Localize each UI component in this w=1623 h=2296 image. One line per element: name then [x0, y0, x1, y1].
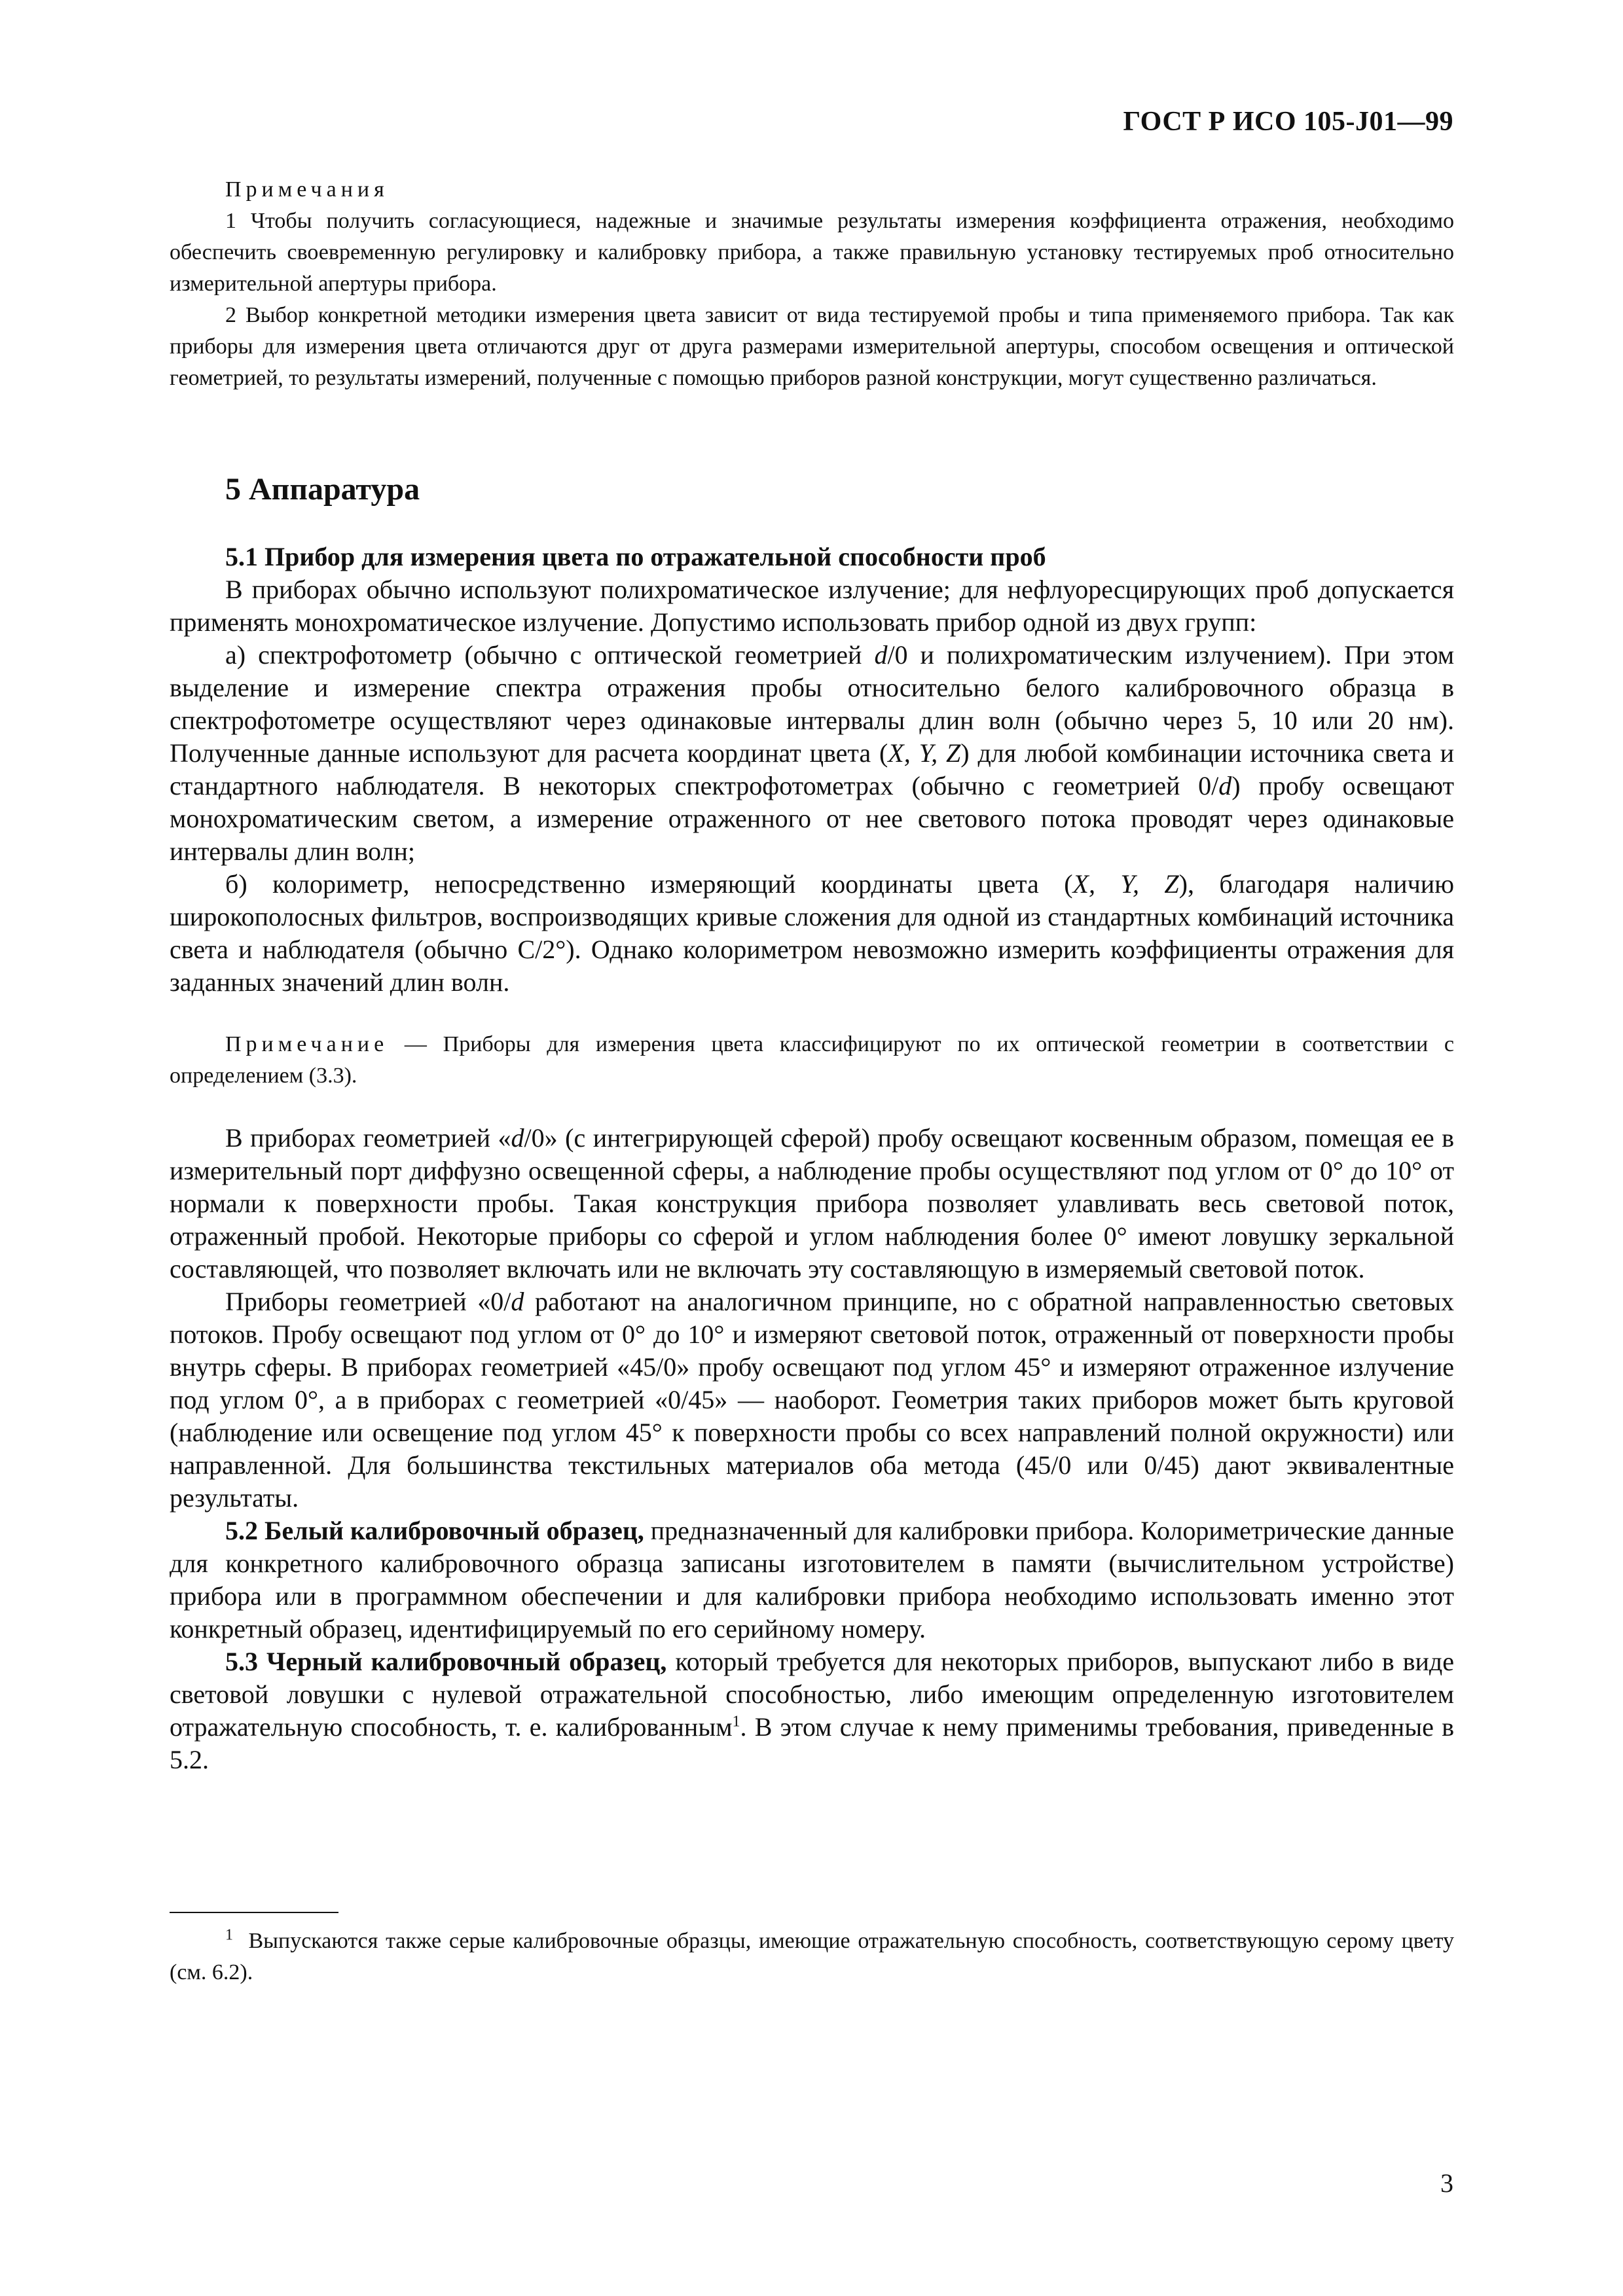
- notes-title: Примечания: [225, 177, 389, 202]
- page-number: 3: [1440, 2168, 1453, 2198]
- subsection-5-3: 5.3 Черный калибровочный образец, который требуется для некоторых приборов, выпускают либо в виде световой ловушки с нулевой отражательной способностью, либо имеющим определенную изготовителем отражательную способность, т. е. калиброванным$^1$. В этом случае к нему применимы требования, приведенные в 5.2.: [170, 1647, 1454, 1774]
- subsection-5-3-heading: 5.3 Черный калибровочный образец,: [225, 1647, 667, 1676]
- item-a-spectrophotometer: а) спектрофотометр (обычно с оптической геометрией d/0 и полихроматическим излучением). При этом выделение и измерение спектра отражения пробы относительно белого калибровочного образца в спектрофотометре осуществляют через одинаковые интервалы длин волн (обычно через 5, 10 или 20 нм). Полученные данные используют для расчета координат цвета (X, Y, Z) для любой комбинации источника света и стандартного наблюдателя. В некоторых спектрофотометрах (обычно с геометрией 0/d) пробу освещают монохроматическим светом, а измерение отраженного от нее светового потока проводят через одинаковые интервалы длин волн;: [170, 640, 1455, 866]
- footnote-reference: 1: [732, 1713, 740, 1731]
- subsection-5-2: 5.2 Белый калибровочный образец, предназначенный для калибровки прибора. Колориметрические данные для конкретного калибровочного образца записаны изготовителем в памяти (вычислительном устройстве) прибора или в программном обеспечении и для калибровки прибора необходимо использовать именно этот конкретный образец, идентифицируемый по его серийному номеру.: [170, 1516, 1454, 1643]
- section-title: 5 Аппаратура: [225, 472, 420, 507]
- note-label: Примечание: [225, 1032, 389, 1056]
- footnote: [170, 1926, 1454, 1988]
- paragraph-d0-geometry: В приборах геометрией «d/0» (с интегрирующей сферой) пробу освещают косвенным образом, помещая ее в измерительный порт диффузно освещенной сферы, а наблюдение пробы осуществляют под углом от 0° до 10° от нормали к поверхности пробы. Такая конструкция прибора позволяет улавливать весь световой поток, отраженный пробой. Некоторые приборы со сферой и углом наблюдения более 0° имеют ловушку зеркальной составляющей, что позволяет включать или не включать эту составляющую в измеряемый световой поток.: [170, 1123, 1454, 1283]
- section-5: [170, 471, 1454, 507]
- footnote-divider: [170, 1912, 338, 1913]
- subsection-5-1-intro: В приборах обычно используют полихроматическое излучение; для нефлуоресцирующих проб допускается применять монохроматическое излучение. Допустимо использовать прибор одной из двух групп:: [170, 575, 1454, 637]
- note-1: 1 Чтобы получить согласующиеся, надежные и значимые результаты измерения коэффициента отражения, необходимо обеспечить своевременную регулировку и калибровку прибора, а также правильную установку тестируемых проб относительно измерительной апертуры прибора.: [170, 209, 1454, 296]
- item-b-colorimeter: б) колориметр, непосредственно измеряющий координаты цвета (X, Y, Z), благодаря наличию широкополосных фильтров, воспроизводящих кривые сложения для одной из стандартных комбинаций источника света и наблюдателя (обычно С/2°). Однако колориметром невозможно измерить коэффициенты отражения для заданных значений длин волн.: [170, 869, 1454, 997]
- subsection-5-1-heading: 5.1 Прибор для измерения цвета по отражательной способности проб: [225, 542, 1046, 571]
- footnote-text: Выпускаются также серые калибровочные образцы, имеющие отражательную способность, соответствующую серому цвету (см. 6.2).: [170, 1929, 1455, 1984]
- document-code-header: ГОСТ Р ИСО 105-J01—99: [1123, 107, 1453, 137]
- notes-block: [170, 174, 1454, 394]
- note-2: 2 Выбор конкретной методики измерения цвета зависит от вида тестируемой пробы и типа применяемого прибора. Так как приборы для измерения цвета отличаются друг от друга размерами измерительной апертуры, способом освещения и оптической геометрией, то результаты измерений, полученные с помощью приборов разной конструкции, могут существенно различаться.: [170, 303, 1454, 390]
- subsection-5-2-heading: 5.2 Белый калибровочный образец,: [225, 1516, 644, 1545]
- paragraph-0d-geometry: Приборы геометрией «0/d работают на аналогичном принципе, но с обратной направленностью световых потоков. Пробу освещают под углом от 0° до 10° и измеряют световой поток, отраженный от поверхности пробы внутрь сферы. В приборах геометрией «45/0» пробу освещают под углом 45° и измеряют отраженное излучение под углом 0°, а в приборах с геометрией «0/45» — наоборот. Геометрия таких приборов может быть круговой (наблюдение или освещение под углом 45° к поверхности пробы со всех направлений полной окружности) или направленной. Для большинства текстильных материалов оба метода (45/0 или 0/45) дают эквивалентные результаты.: [170, 1287, 1454, 1513]
- note-5-1: Примечание — Приборы для измерения цвета классифицируют по их оптической геометрии в соответствии с определением (3.3).: [170, 1032, 1454, 1088]
- footnote-mark: 1: [225, 1926, 233, 1944]
- section-5-body: [170, 541, 1454, 1776]
